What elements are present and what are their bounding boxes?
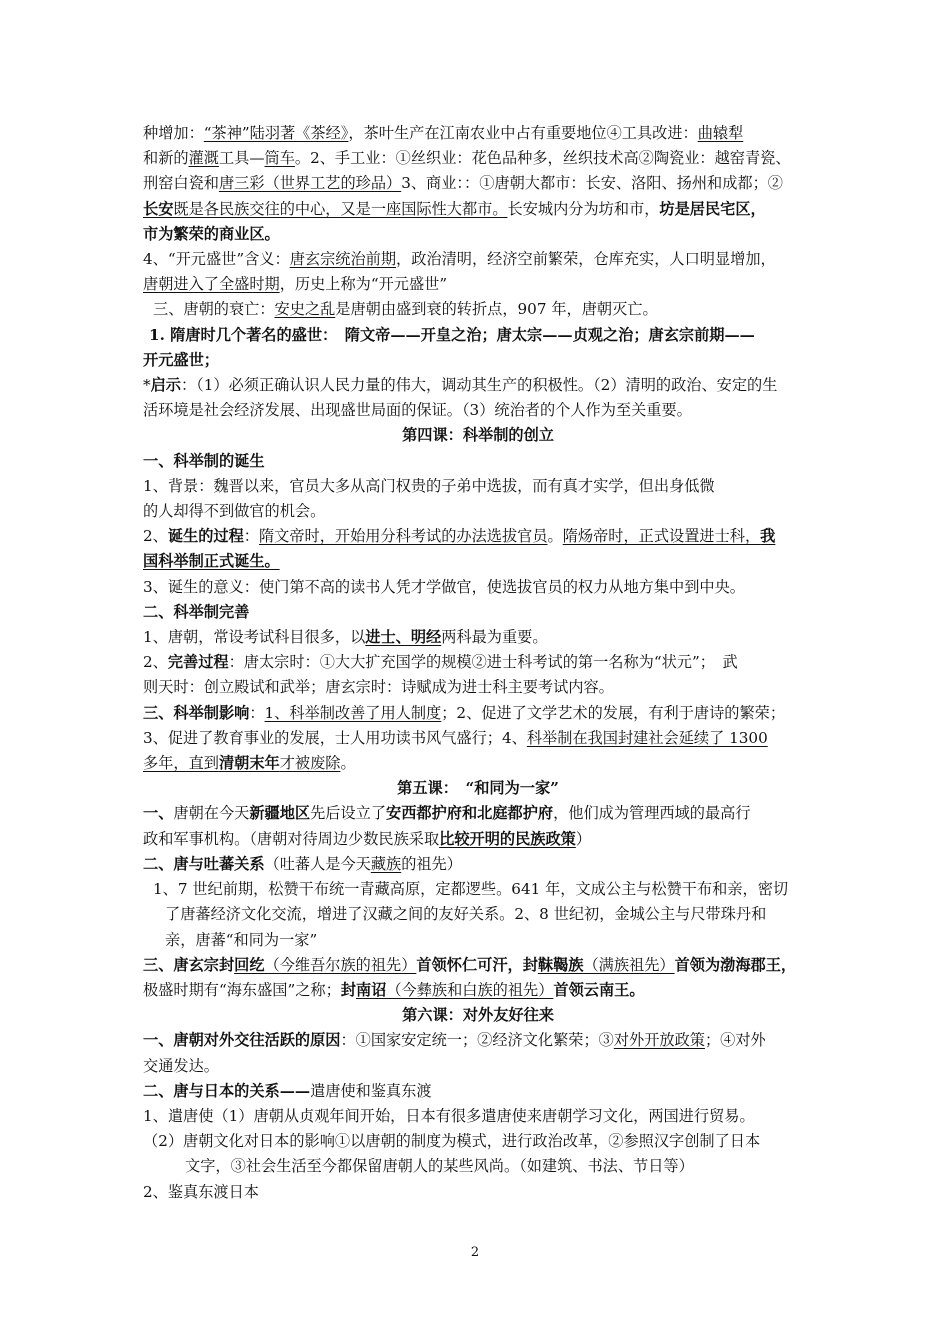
text-run: 。2、手工业：①丝织业：花色品种多，丝织技术高②陶瓷业：越窑青瓷、 [294, 149, 791, 168]
text-run: 长安 [143, 199, 174, 218]
line-5 [143, 222, 813, 247]
text-run: 种增加： [143, 124, 204, 142]
line-9 [143, 323, 813, 348]
line-2 [143, 146, 813, 171]
text-run: 1、唐朝，常设考试科目很多，以 [143, 628, 366, 647]
text-run: 2、 [143, 653, 168, 672]
text-run: 一、科举制的诞生 [143, 451, 265, 470]
text-run: 隋炀帝时，正式设置进士科， [562, 527, 761, 546]
text-run: 既是各民族交往的中心，又是一座国际性大都市。 [173, 199, 508, 218]
text-run: * [143, 376, 151, 395]
text-run: ；2、促进了文学艺术的发展，有利于唐诗的繁荣； [441, 703, 786, 722]
text-run: 3、诞生的意义：使门第不高的读书人凭才学做官，使选拔官员的权力从地方集中到中央。 [143, 577, 745, 596]
text-run: （2）唐朝文化对日本的影响①以唐朝的制度为模式，进行政治改革，②参照汉字创制了日本 [143, 1132, 761, 1151]
text-run: 的祖先） [401, 854, 462, 873]
line-42 [143, 1154, 813, 1179]
line-34 [143, 953, 813, 978]
text-run: 完善过程 [167, 653, 229, 672]
text-run: 1、遣唐使（1）唐朝从贞观年间开始，日本有很多遣唐使来唐朝学习文化，两国进行贸易。 [143, 1106, 755, 1125]
text-run: 是唐朝由盛到衰的转折点，907 年，唐朝灭亡。 [335, 300, 658, 319]
line-39 [143, 1079, 813, 1104]
text-run: 第五课： “和同为一家” [397, 779, 559, 798]
text-run: 南诏 [355, 980, 387, 999]
text-run: 国科举制正式诞生。 [143, 552, 280, 571]
line-12 [143, 398, 813, 423]
text-run: 三、唐朝的衰亡： [153, 300, 275, 319]
text-run: 开元盛世； [143, 350, 219, 369]
line-8 [143, 297, 813, 322]
text-run: （吐蕃人是今天 [264, 854, 371, 873]
line-32 [143, 902, 813, 927]
line-24 [143, 701, 813, 726]
text-run: 筒车 [264, 149, 295, 168]
text-run: 1、7 世纪前期，松赞干布统一青藏高原，定都逻些。641 年，文成公主与松赞干布和亲，密切 [153, 880, 789, 899]
lesson-4-title [143, 423, 813, 448]
line-26 [143, 751, 813, 776]
text-run: 长安城内分为坊和市， [507, 199, 660, 218]
text-run: 封 [340, 980, 356, 999]
text-run: 。 [340, 754, 356, 773]
text-run: ：唐太宗时：①大大扩充国学的规模②进士科考试的第一名称为“状元”； 武 [228, 653, 738, 672]
text-run: 交通发达。 [143, 1056, 219, 1075]
text-run: 三、唐玄宗封 [143, 955, 235, 974]
line-10 [143, 348, 813, 373]
line-25 [143, 726, 813, 751]
text-run: 诞生的过程 [167, 527, 244, 546]
text-run: 唐朝在今天 [173, 804, 250, 823]
text-run: 科举制在我国封建社会延续了 1300 [526, 728, 768, 747]
line-17 [143, 524, 813, 549]
text-run: 比较开明的民族政策 [439, 829, 576, 848]
text-run: 首领怀仁可汗，封 [416, 955, 538, 974]
text-run: 亲，唐蕃“和同为一家” [165, 930, 318, 949]
text-run: 4、“开元盛世”含义： [143, 250, 290, 269]
line-1 [143, 121, 813, 146]
line-3 [143, 171, 813, 196]
text-run: ： [243, 527, 259, 546]
text-run: 我 [760, 527, 776, 546]
text-run: ，他们成为管理西域的最高行 [553, 804, 751, 823]
line-11 [143, 373, 813, 398]
line-41 [143, 1129, 813, 1154]
text-run: 极盛时期有“海东盛国”之称； [143, 980, 341, 999]
text-run: 坊是居民宅区， [659, 199, 766, 218]
text-run: 才被废除 [279, 754, 341, 773]
line-18 [143, 549, 813, 574]
text-run: 文字，③社会生活至今都保留唐朝人的某些风尚。（如建筑、书法、节日等） [185, 1157, 694, 1176]
line-29 [143, 827, 813, 852]
text-run: 3、商业：：①唐朝大都市：长安、洛阳、扬州和成都；② [401, 174, 783, 193]
text-run: 三、科举制影响 [143, 703, 250, 722]
text-run: ） [575, 829, 592, 848]
text-run: 二、唐与日本的关系—— [143, 1081, 311, 1100]
text-run: 第六课：对外友好往来 [402, 1006, 554, 1025]
text-run: 首领云南王。 [553, 980, 645, 999]
page-number: 2 [470, 1245, 480, 1260]
text-run: 二、科举制完善 [143, 602, 250, 621]
text-run: 。 [547, 527, 563, 546]
text-run: 3、促进了教育事业的发展，士人用功读书风气盛行；4、 [143, 728, 527, 747]
text-run: 唐朝进入了全盛时期 [143, 275, 280, 294]
line-37 [143, 1028, 813, 1053]
text-run: 灌溉 [188, 149, 219, 168]
text-run: ，历史上称为“开元盛世” [279, 275, 448, 294]
text-run: 两科最为重要。 [441, 628, 548, 647]
document-body [143, 121, 813, 1205]
text-run: 曲辕犁 [697, 124, 744, 142]
text-run: 遣唐使和鉴真东渡 [310, 1081, 432, 1100]
line-40 [143, 1104, 813, 1129]
lesson-6-title [143, 1003, 813, 1028]
text-run: 新疆地区 [249, 804, 311, 823]
text-run: 唐三彩（世界工艺的珍品） [218, 174, 402, 193]
text-run: 刑窑白瓷和 [143, 174, 219, 193]
text-run: 工具— [218, 149, 265, 168]
text-run: 唐玄宗统治前期 [289, 250, 397, 269]
text-run: 政和军事机构。（唐朝对待周边少数民族采取 [143, 829, 440, 848]
text-run: 则天时：创立殿试和武举；唐玄宗时：诗赋成为进士科主要考试内容。 [143, 678, 614, 697]
text-run: ，茶叶生产在江南农业中占有重要地位④工具改进： [348, 124, 698, 142]
text-run: 隋文帝时，开始用分科考试的办法选拔官员 [258, 527, 548, 546]
line-33 [143, 928, 813, 953]
line-35 [143, 978, 813, 1003]
text-run: 和新的 [143, 149, 189, 168]
text-run: 第四课：科举制的创立 [402, 426, 554, 445]
text-run: ，政治清明，经济空前繁荣，仓库充实，人口明显增加， [396, 250, 776, 269]
line-19 [143, 575, 813, 600]
text-run: 活环境是社会经济发展、出现盛世局面的保证。（3）统治者的个人作为至关重要。 [143, 401, 692, 420]
line-20 [143, 600, 813, 625]
line-14 [143, 449, 813, 474]
text-run: 2、鉴真东渡日本 [143, 1182, 259, 1201]
text-run: 进士、明经 [365, 628, 442, 647]
text-run: 1、科举制改善了用人制度 [264, 703, 442, 722]
text-run: 靺鞨族 [537, 955, 584, 974]
text-run: 清朝末年 [218, 754, 280, 773]
line-16 [143, 499, 813, 524]
text-run: ： [249, 703, 265, 722]
text-run: （满族祖先） [583, 955, 675, 974]
text-run: 安史之乱 [274, 300, 336, 319]
line-7 [143, 272, 813, 297]
line-28 [143, 801, 813, 826]
text-run: 2、 [143, 527, 168, 546]
lesson-5-title [143, 776, 813, 801]
text-run: ：①国家安定统一；②经济文化繁荣；③ [340, 1031, 614, 1050]
line-30 [143, 852, 813, 877]
text-run: 安西都护府和北庭都护府 [386, 804, 554, 823]
text-run: 首领为渤海郡王， [674, 955, 797, 974]
text-run: （今维吾尔族的祖先） [264, 955, 417, 974]
line-4 [143, 197, 813, 222]
line-23 [143, 675, 813, 700]
text-run: ：（1）必须正确认识人民力量的伟大，调动其生产的积极性。（2）清明的政治、安定的生 [180, 376, 778, 395]
text-run: 1、背景：魏晋以来，官员大多从高门权贵的子弟中选拔，而有真才实学，但出身低微 [143, 476, 715, 495]
line-15 [143, 474, 813, 499]
text-run: 二、唐与吐蕃关系 [143, 854, 265, 873]
text-run: 对外开放政策 [613, 1031, 705, 1050]
text-run: “茶神”陆羽著《茶经》 [203, 124, 349, 142]
text-run: 了唐蕃经济文化交流，增进了汉藏之间的友好关系。2、8 世纪初，金城公主与尺带珠丹和 [165, 905, 767, 924]
line-22 [143, 650, 813, 675]
text-run: 1. 隋唐时几个著名的盛世： 隋文帝——开皇之治；唐太宗——贞观之治；唐玄宗前期—— [149, 325, 755, 344]
text-run: 市为繁荣的商业区。 [143, 224, 280, 243]
text-run: 一、 [143, 804, 174, 823]
text-run: 一、唐朝对外交往活跃的原因 [143, 1031, 341, 1050]
text-run: 回纥 [234, 955, 265, 974]
text-run: ；④对外 [704, 1031, 766, 1050]
text-run: 启示 [150, 376, 181, 395]
text-run: （今彝族和白族的祖先） [386, 980, 554, 999]
text-run: 先后设立了 [310, 804, 386, 823]
text-run: 多年，直到 [143, 754, 219, 773]
line-31 [143, 877, 813, 902]
line-21 [143, 625, 813, 650]
text-run: 的人却得不到做官的机会。 [143, 502, 326, 521]
line-43 [143, 1180, 813, 1205]
line-6 [143, 247, 813, 272]
text-run: 藏族 [370, 854, 402, 873]
line-38 [143, 1054, 813, 1079]
